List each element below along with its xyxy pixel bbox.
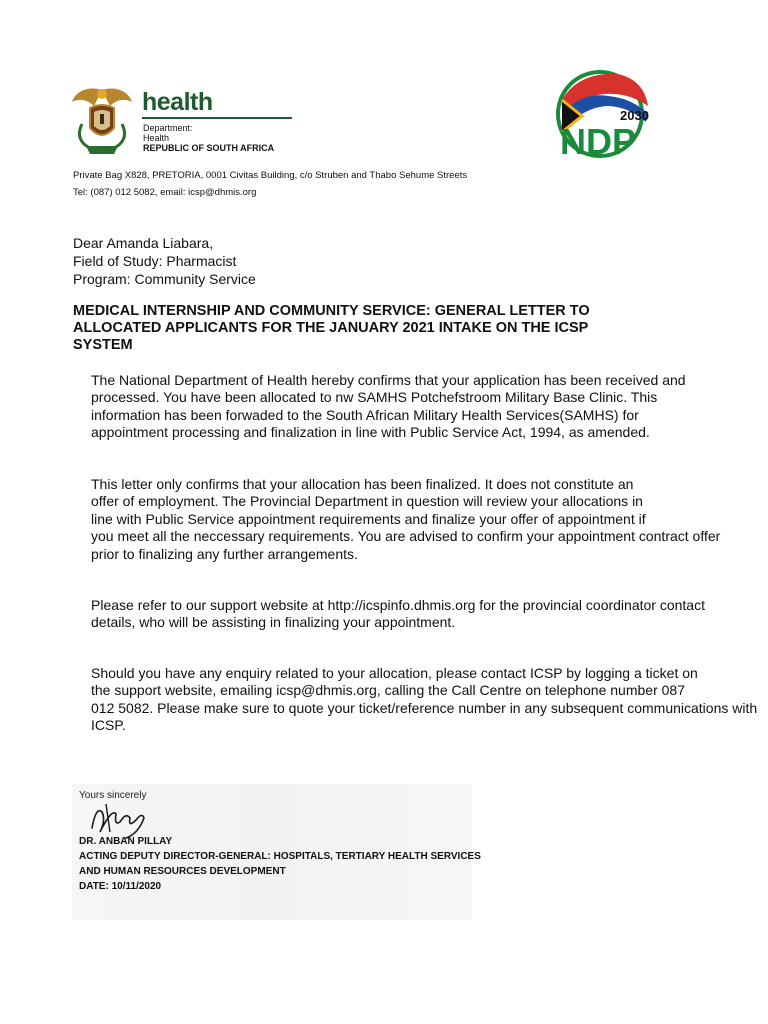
signatory-title-1: ACTING DEPUTY DIRECTOR-GENERAL: HOSPITALS, TERTIARY HEALTH SERVICES: [79, 851, 481, 862]
paragraph-line: processed. You have been allocated to nw SAMHS Potchefstroom Military Base Clinic. This: [91, 389, 658, 406]
ndp-2030-logo-icon: [548, 70, 652, 158]
coat-of-arms-icon: [70, 84, 134, 156]
signatory-title-2: AND HUMAN RESOURCES DEVELOPMENT: [79, 866, 286, 877]
recipient-block: [73, 234, 256, 288]
heading-line-3: SYSTEM: [73, 337, 133, 353]
paragraph-line: Please refer to our support website at http://icspinfo.dhmis.org for the provincial coordinator contact: [91, 597, 705, 613]
signature-block: [72, 784, 481, 920]
paragraph-line: 012 5082. Please make sure to quote your ticket/reference number in any subsequent communications with: [91, 699, 758, 716]
recipient-name: Dear Amanda Liabara,: [73, 235, 214, 251]
paragraph-line: appointment processing and finalization in line with Public Service Act, 1994, as amended.: [91, 424, 650, 441]
paragraph-line: The National Department of Health hereby confirms that your application has been received and: [91, 372, 686, 388]
heading-line-1: MEDICAL INTERNSHIP AND COMMUNITY SERVICE: GENERAL LETTER TO: [73, 303, 590, 319]
paragraph-support-website: [91, 597, 705, 632]
paragraph-line: you meet all the neccessary requirements. You are advised to confirm your appointment contract offer: [91, 528, 721, 545]
paragraph-line: Should you have any enquiry related to your allocation, please contact ICSP by logging a ticket on: [91, 665, 698, 681]
department-block: [143, 123, 274, 153]
closing-text: Yours sincerely: [79, 790, 147, 801]
paragraph-line: details, who will be assisting in finalizing your appointment.: [91, 614, 456, 631]
country-line: REPUBLIC OF SOUTH AFRICA: [143, 143, 275, 153]
paragraph-line: line with Public Service appointment requirements and finalize your offer of appointment if: [91, 510, 646, 527]
brand-word: health: [142, 88, 213, 116]
paragraph-line: the support website, emailing icsp@dhmis.org, calling the Call Centre on telephone number 087: [91, 682, 685, 699]
address-line: Private Bag X828, PRETORIA, 0001 Civitas Building, c/o Struben and Thabo Sehume Streets: [73, 170, 468, 181]
dept-line-2: Health: [143, 133, 170, 143]
paragraph-line: This letter only confirms that your allocation has been finalized. It does not constitute an: [91, 476, 634, 492]
paragraph-line: offer of employment. The Provincial Department in question will review your allocations in: [91, 493, 643, 510]
ndp-year: 2030: [620, 108, 649, 123]
paragraph-confirmation: [91, 372, 686, 442]
signatory-name: DR. ANBAN PILLAY: [79, 836, 173, 847]
paragraph-line: ICSP.: [91, 717, 126, 734]
paragraph-enquiry: [91, 665, 757, 735]
recipient-field: Field of Study: Pharmacist: [73, 253, 237, 269]
paragraph-disclaimer: [91, 476, 720, 563]
signature-date: DATE: 10/11/2020: [79, 881, 162, 892]
brand-divider: [142, 117, 292, 119]
signatory-details: [79, 834, 481, 894]
recipient-program: Program: Community Service: [73, 271, 256, 287]
contact-line: Tel: (087) 012 5082, email: icsp@dhmis.org: [73, 187, 257, 198]
letter-heading: [73, 303, 713, 354]
paragraph-line: information has been forwaded to the South African Military Health Services(SAMHS) for: [91, 406, 639, 423]
heading-line-2: ALLOCATED APPLICANTS FOR THE JANUARY 2021 INTAKE ON THE ICSP: [73, 320, 589, 336]
paragraph-line: prior to finalizing any further arrangements.: [91, 545, 358, 562]
dept-line-1: Department:: [143, 123, 193, 133]
ndp-text: NDP: [560, 121, 637, 158]
